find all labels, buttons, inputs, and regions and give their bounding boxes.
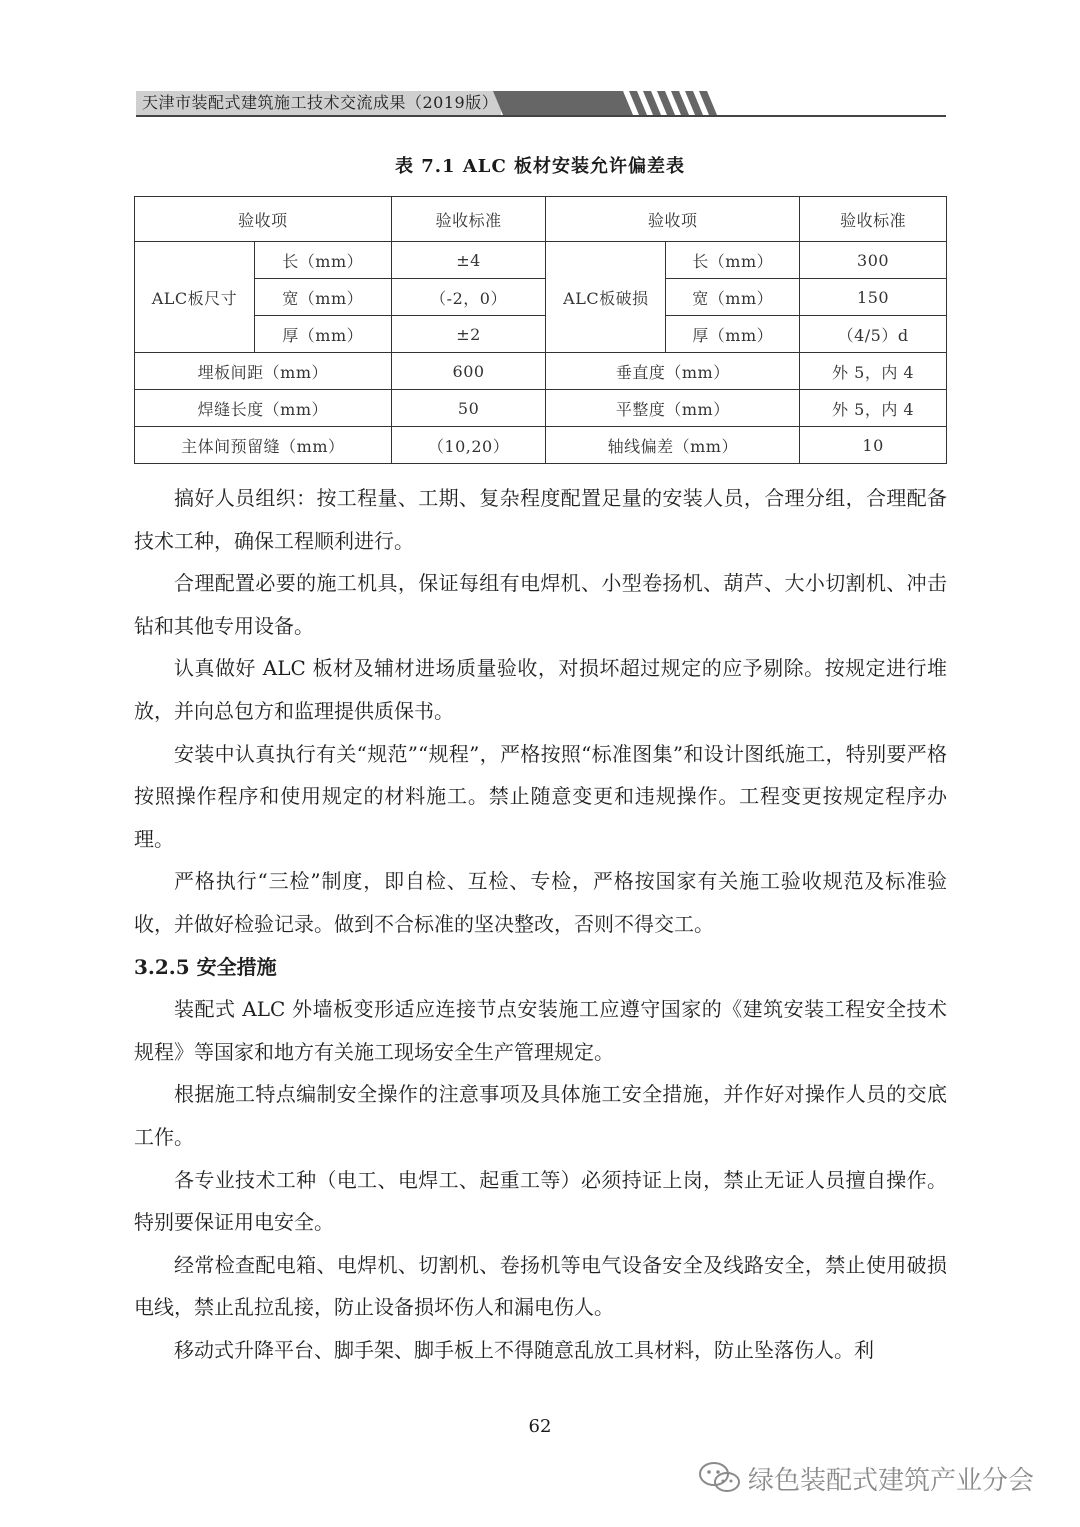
item-cell: 厚（mm） (254, 316, 391, 353)
table-row (135, 390, 947, 427)
header-title: 天津市装配式建筑施工技术交流成果（2019版） (142, 93, 499, 112)
standard-cell: （4/5）d (800, 316, 947, 353)
item-cell: 宽（mm） (666, 279, 800, 316)
paragraph: 移动式升降平台、脚手架、脚手板上不得随意乱放工具材料，防止坠落伤人。利 (174, 1337, 874, 1362)
table-row (135, 427, 947, 464)
group-label-cell: ALC板尺寸 (135, 242, 255, 353)
standard-cell: 150 (800, 279, 947, 316)
table-row (135, 242, 947, 279)
paragraph: 认真做好 ALC 板材及辅材进场质量验收，对损坏超过规定的应予剔除。按规定进行堆放，并向总包方和监理提供质保书。 (134, 656, 947, 723)
header-cell: 验收标准 (800, 197, 947, 242)
table-row (135, 353, 947, 390)
tolerance-table (134, 196, 947, 464)
paragraph: 严格执行“三检”制度，即自检、互检、专检，严格按国家有关施工验收规范及标准验收，并做好检验记录。做到不合标准的坚决整改，否则不得交工。 (134, 869, 947, 936)
section-heading: 3.2.5 安全措施 (134, 954, 277, 979)
standard-cell: ±4 (391, 242, 546, 279)
paragraph: 根据施工特点编制安全操作的注意事项及具体施工安全措施，并作好对操作人员的交底工作。 (134, 1082, 947, 1149)
item-cell: 长（mm） (666, 242, 800, 279)
item-cell: 埋板间距（mm） (135, 353, 392, 390)
header-rule (136, 115, 946, 117)
standard-cell: （10,20） (391, 427, 546, 464)
standard-cell: 600 (391, 353, 546, 390)
group-label-cell: ALC板破损 (546, 242, 666, 353)
standard-cell: 外 5，内 4 (800, 390, 947, 427)
standard-cell: ±2 (391, 316, 546, 353)
header-stripes-decoration (493, 91, 733, 115)
watermark (698, 1458, 1034, 1498)
paragraph: 搞好人员组织：按工程量、工期、复杂程度配置足量的安装人员，合理分组，合理配备技术工种，确保工程顺利进行。 (134, 486, 947, 553)
paragraph: 合理配置必要的施工机具，保证每组有电焊机、小型卷扬机、葫芦、大小切割机、冲击钻和其他专用设备。 (134, 571, 947, 638)
table-caption: 表 7.1 ALC 板材安装允许偏差表 (394, 156, 686, 177)
item-cell: 长（mm） (254, 242, 391, 279)
item-cell: 厚（mm） (666, 316, 800, 353)
standard-cell: 10 (800, 427, 947, 464)
item-cell: 主体间预留缝（mm） (135, 427, 392, 464)
item-cell: 轴线偏差（mm） (546, 427, 800, 464)
item-cell: 宽（mm） (254, 279, 391, 316)
running-header (136, 91, 946, 117)
standard-cell: （-2，0） (391, 279, 546, 316)
table-header-row (135, 197, 947, 242)
header-cell: 验收项 (546, 197, 800, 242)
paragraph: 安装中认真执行有关“规范”“规程”，严格按照“标准图集”和设计图纸施工，特别要严格按照操作程序和使用规定的材料施工。禁止随意变更和违规操作。工程变更按规定程序办理。 (134, 741, 947, 851)
item-cell: 垂直度（mm） (546, 353, 800, 390)
standard-cell: 外 5，内 4 (800, 353, 947, 390)
item-cell: 焊缝长度（mm） (135, 390, 392, 427)
paragraph: 装配式 ALC 外墙板变形适应连接节点安装施工应遵守国家的《建筑安装工程安全技术规程》等国家和地方有关施工现场安全生产管理规定。 (134, 997, 947, 1064)
standard-cell: 300 (800, 242, 947, 279)
table-row (135, 316, 947, 353)
standard-cell: 50 (391, 390, 546, 427)
wechat-icon (698, 1460, 742, 1496)
body-text (134, 477, 947, 1371)
table-row (135, 279, 947, 316)
watermark-text: 绿色装配式建筑产业分会 (748, 1465, 1035, 1496)
header-cell: 验收标准 (391, 197, 546, 242)
item-cell: 平整度（mm） (546, 390, 800, 427)
page-number: 62 (528, 1416, 552, 1437)
header-cell: 验收项 (135, 197, 392, 242)
paragraph: 经常检查配电箱、电焊机、切割机、卷扬机等电气设备安全及线路安全，禁止使用破损电线，禁止乱拉乱接，防止设备损坏伤人和漏电伤人。 (134, 1252, 947, 1320)
paragraph: 各专业技术工种（电工、电焊工、起重工等）必须持证上岗，禁止无证人员擅自操作。特别要保证用电安全。 (134, 1167, 947, 1235)
